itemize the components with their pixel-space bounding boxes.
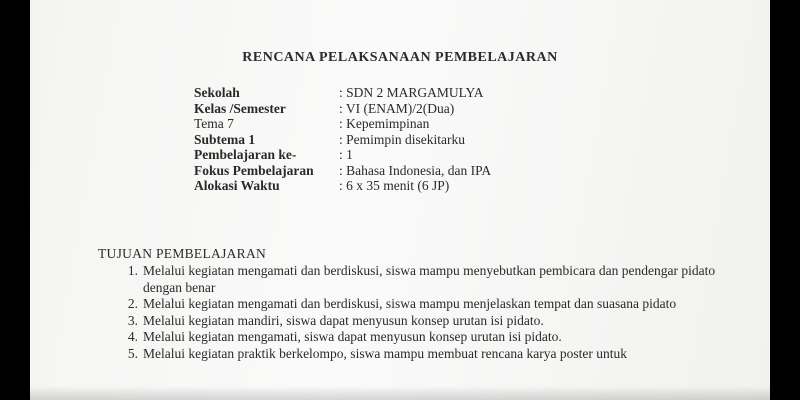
goal-item	[116, 346, 756, 363]
goal-text: Melalui kegiatan mengamati, siswa dapat menyusun konsep urutan isi pidato.	[143, 329, 562, 344]
goal-text: Melalui kegiatan mandiri, siswa dapat menyusun konsep urutan isi pidato.	[143, 312, 544, 328]
info-row-sekolah	[194, 85, 714, 101]
info-label: Fokus Pembelajaran	[194, 162, 314, 178]
info-value: : 1	[339, 147, 353, 162]
goal-item	[116, 313, 756, 330]
info-block	[194, 85, 714, 194]
info-value: : Bahasa Indonesia, dan IPA	[339, 162, 492, 178]
info-value: : VI (ENAM)/2(Dua)	[339, 100, 455, 116]
info-row-pembelajaran	[194, 147, 714, 163]
goal-text: Melalui kegiatan praktik berkelompo, siswa mampu membuat rencana karya poster untuk	[143, 345, 627, 361]
info-label: Tema 7	[194, 116, 234, 131]
document-title: RENCANA PELAKSANAAN PEMBELAJARAN	[242, 50, 558, 65]
info-row-subtema	[194, 132, 714, 148]
info-value: : Kepemimpinan	[339, 116, 430, 131]
section-heading: TUJUAN PEMBELAJARAN	[98, 246, 267, 261]
info-label: Pembelajaran ke-	[194, 147, 297, 162]
info-label: Kelas /Semester	[194, 100, 286, 116]
goal-text: Melalui kegiatan mengamati dan berdiskusi, siswa mampu menyebutkan pembicara dan pendengar pidato dengan benar	[143, 263, 716, 295]
goal-item	[116, 263, 756, 296]
info-row-fokus	[194, 163, 714, 179]
goal-number: 2.	[127, 296, 138, 311]
paper-sheet	[30, 0, 770, 400]
info-row-alokasi	[194, 178, 714, 194]
bottom-shadow	[30, 386, 770, 400]
goal-number: 1.	[127, 263, 138, 278]
info-value: : Pemimpin disekitarku	[339, 131, 465, 147]
goal-item	[116, 296, 756, 313]
goal-number: 3.	[127, 312, 138, 328]
info-label: Alokasi Waktu	[194, 178, 280, 193]
goal-number: 4.	[127, 329, 138, 344]
info-label: Subtema 1	[194, 131, 256, 147]
info-value: : 6 x 35 menit (6 JP)	[339, 178, 450, 193]
info-row-kelas-semester	[194, 101, 714, 117]
goal-number: 5.	[127, 345, 138, 361]
goals-list	[116, 263, 756, 362]
goal-item	[116, 329, 756, 346]
goal-text: Melalui kegiatan mengamati dan berdiskusi, siswa mampu menjelaskan tempat dan suasana pidato	[143, 296, 677, 311]
info-row-tema	[194, 116, 714, 132]
info-value: : SDN 2 MARGAMULYA	[339, 85, 484, 100]
info-label: Sekolah	[194, 85, 240, 100]
